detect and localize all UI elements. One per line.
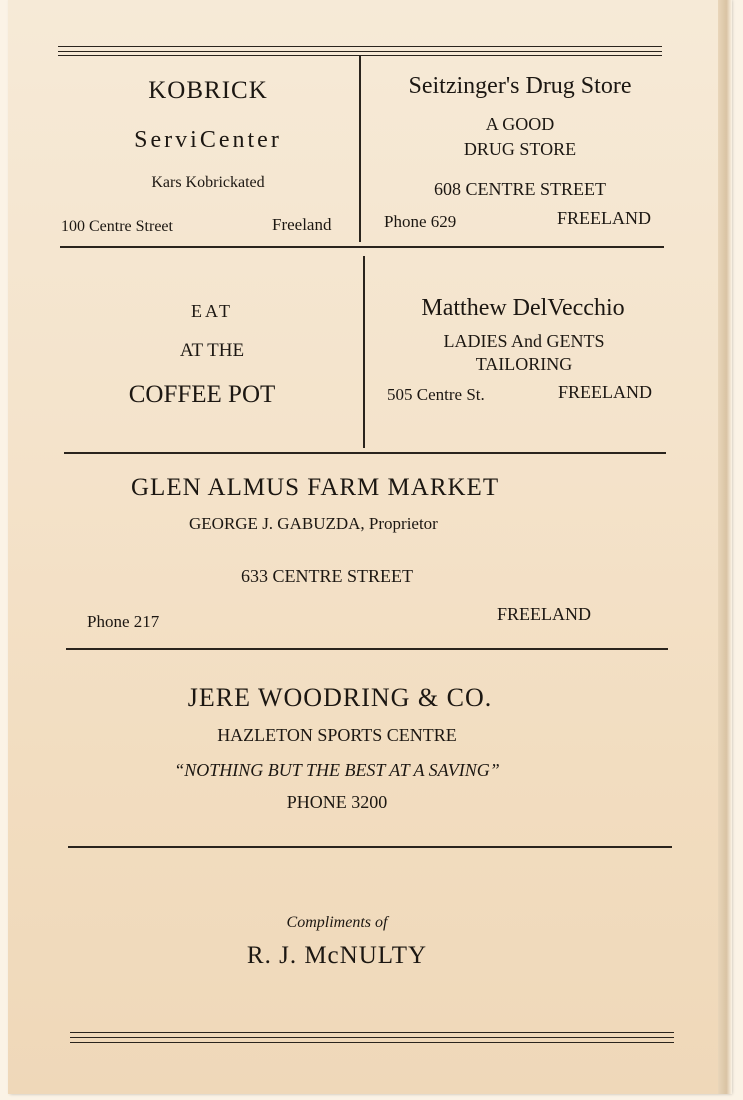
glen-almus-town: FREELAND [497,604,591,624]
kobrick-slogan: Kars Kobrickated [151,174,265,191]
woodring-slogan: “NOTHING BUT THE BEST AT A SAVING” [174,760,500,780]
row-rule-2 [64,452,666,454]
seitzinger-address: 608 CENTRE STREET [434,179,606,199]
coffee-pot-line3: COFFEE POT [128,381,276,408]
seitzinger-name: Seitzinger's Drug Store [408,73,632,99]
row-rule-3 [66,648,668,650]
kobrick-address: 100 Centre Street [61,218,173,235]
coffee-pot-line1: EAT [191,301,233,321]
seitzinger-line1: A GOOD [485,114,555,134]
seitzinger-line2: DRUG STORE [463,139,577,159]
woodring-name: JERE WOODRING & CO. [187,683,493,712]
kobrick-town: Freeland [272,215,332,234]
glen-almus-phone: Phone 217 [87,612,160,631]
delvecchio-town: FREELAND [558,382,652,402]
delvecchio-line2: TAILORING [475,354,573,374]
kobrick-name: KOBRICK [148,77,268,104]
mcnulty-name: R. J. McNULTY [246,942,428,969]
page-edge [718,0,732,1094]
mcnulty-compliments: Compliments of [286,914,388,931]
delvecchio-address: 505 Centre St. [387,385,485,404]
woodring-line1: HAZLETON SPORTS CENTRE [217,725,457,745]
bottom-rule-1 [70,1032,674,1033]
delvecchio-line1: LADIES And GENTS [443,331,605,351]
kobrick-tagline: ServiCenter [134,127,282,153]
delvecchio-name: Matthew DelVecchio [421,295,625,321]
row-rule-4 [68,846,672,848]
bottom-rule-2 [70,1037,674,1038]
coffee-pot-line2: AT THE [179,340,245,361]
glen-almus-proprietor: GEORGE J. GABUZDA, Proprietor [189,514,438,533]
bottom-rule-3 [70,1042,674,1043]
seitzinger-town: FREELAND [557,208,651,228]
column-divider-top [359,56,361,242]
glen-almus-address: 633 CENTRE STREET [241,566,413,586]
glen-almus-name: GLEN ALMUS FARM MARKET [131,474,500,501]
column-divider-middle [363,256,365,448]
woodring-phone: PHONE 3200 [286,792,388,812]
top-rule-1 [58,46,662,47]
seitzinger-phone: Phone 629 [384,212,457,231]
top-rule-2 [58,51,662,52]
row-rule-1 [60,246,664,248]
